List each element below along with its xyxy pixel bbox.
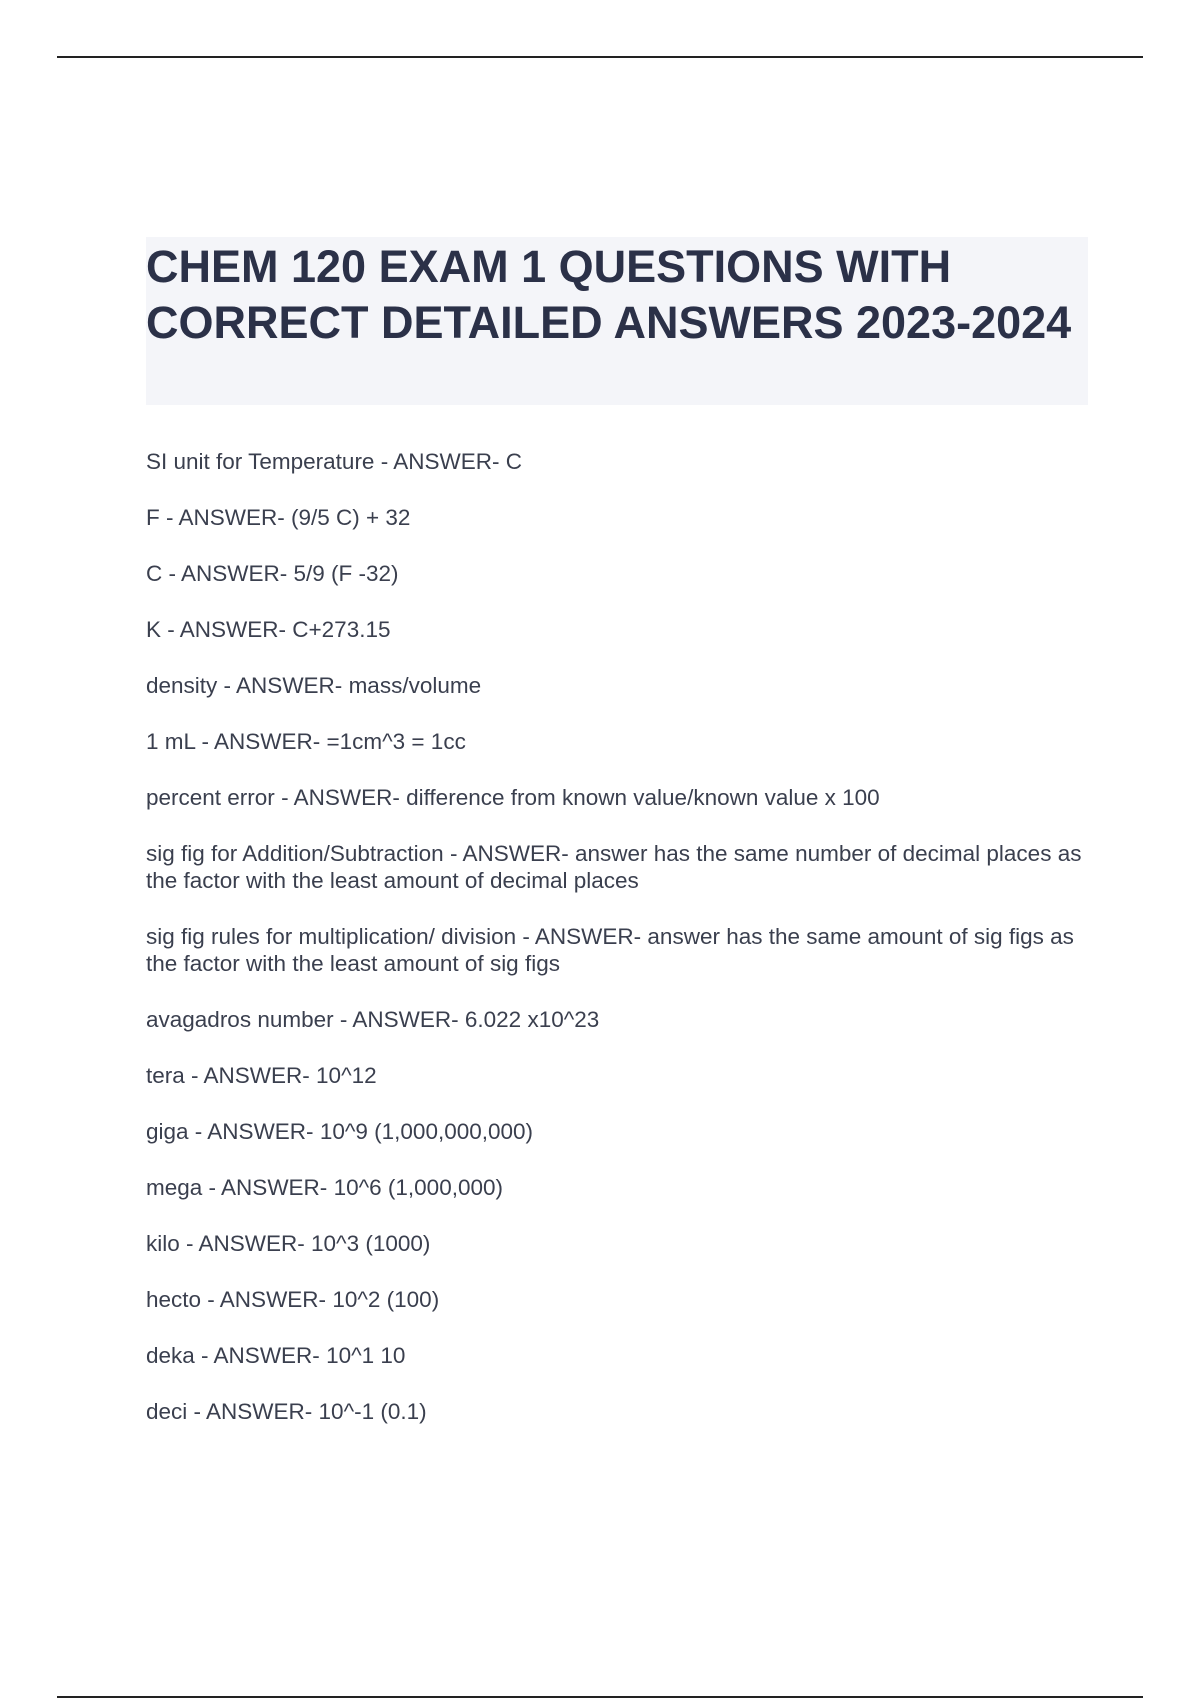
qa-term: density xyxy=(146,673,218,698)
bottom-divider xyxy=(57,1696,1143,1698)
qa-separator: - ANSWER- xyxy=(159,505,292,530)
qa-separator: - ANSWER- xyxy=(179,1231,312,1256)
qa-list xyxy=(146,448,1086,1454)
top-divider xyxy=(57,56,1143,58)
qa-term: SI unit for Temperature xyxy=(146,449,375,474)
qa-item xyxy=(146,923,1086,977)
qa-item xyxy=(146,448,1086,475)
qa-answer: 10^9 (1,000,000,000) xyxy=(319,1119,534,1144)
qa-separator: - ANSWER- xyxy=(516,924,648,949)
qa-item xyxy=(146,1006,1086,1033)
qa-answer: 10^3 (1000) xyxy=(311,1231,431,1256)
qa-separator: - ANSWER- xyxy=(333,1007,465,1032)
qa-term: sig fig rules for multiplication/ division xyxy=(146,924,517,949)
document-title: CHEM 120 EXAM 1 QUESTIONS WITH CORRECT DETAILED ANSWERS 2023-2024 xyxy=(146,241,1072,348)
qa-answer: 10^1 10 xyxy=(326,1343,406,1368)
qa-separator: - ANSWER- xyxy=(195,729,327,754)
qa-separator: - ANSWER- xyxy=(202,1175,334,1200)
qa-term: 1 mL xyxy=(146,729,196,754)
qa-answer: mass/volume xyxy=(348,673,482,698)
qa-answer: C+273.15 xyxy=(292,617,391,642)
qa-term: giga xyxy=(146,1119,189,1144)
qa-item xyxy=(146,728,1086,755)
qa-term: K xyxy=(146,617,162,642)
qa-item xyxy=(146,672,1086,699)
qa-answer: (9/5 C) + 32 xyxy=(291,505,411,530)
qa-term: F xyxy=(146,505,160,530)
qa-term: tera xyxy=(146,1063,185,1088)
qa-answer: 6.022 x10^23 xyxy=(464,1007,600,1032)
qa-term: avagadros number xyxy=(146,1007,334,1032)
qa-item xyxy=(146,1062,1086,1089)
title-block xyxy=(146,237,1088,405)
qa-item xyxy=(146,784,1086,811)
qa-term: C xyxy=(146,561,163,586)
qa-item xyxy=(146,1286,1086,1313)
qa-term: deka xyxy=(146,1343,195,1368)
qa-answer: 10^2 (100) xyxy=(332,1287,440,1312)
qa-item xyxy=(146,616,1086,643)
qa-item xyxy=(146,1342,1086,1369)
qa-answer: answer has the same number of decimal places as the factor with the least amount of decimal places xyxy=(146,841,1082,893)
qa-separator: - ANSWER- xyxy=(201,1287,333,1312)
qa-answer: C xyxy=(505,449,522,474)
qa-term: kilo xyxy=(146,1231,180,1256)
qa-item xyxy=(146,1398,1086,1425)
qa-separator: - ANSWER- xyxy=(188,1119,320,1144)
qa-answer: answer has the same amount of sig figs as the factor with the least amount of sig figs xyxy=(146,924,1074,976)
qa-item xyxy=(146,1174,1086,1201)
qa-item xyxy=(146,504,1086,531)
qa-item xyxy=(146,560,1086,587)
qa-answer: 10^6 (1,000,000) xyxy=(333,1175,503,1200)
qa-separator: - ANSWER- xyxy=(374,449,506,474)
qa-separator: - ANSWER- xyxy=(187,1399,319,1424)
qa-term: hecto xyxy=(146,1287,202,1312)
qa-term: mega xyxy=(146,1175,203,1200)
qa-separator: - ANSWER- xyxy=(274,785,407,810)
qa-separator: - ANSWER- xyxy=(161,617,293,642)
qa-item xyxy=(146,1230,1086,1257)
qa-separator: - ANSWER- xyxy=(194,1343,327,1368)
qa-item xyxy=(146,840,1086,894)
qa-answer: =1cm^3 = 1cc xyxy=(326,729,466,754)
qa-separator: - ANSWER- xyxy=(162,561,294,586)
qa-answer: 10^12 xyxy=(316,1063,377,1088)
qa-separator: - ANSWER- xyxy=(217,673,349,698)
qa-separator: - ANSWER- xyxy=(184,1063,317,1088)
qa-answer: 5/9 (F -32) xyxy=(293,561,399,586)
qa-answer: difference from known value/known value x 100 xyxy=(406,785,880,810)
qa-separator: - ANSWER- xyxy=(443,841,575,866)
qa-term: sig fig for Addition/Subtraction xyxy=(146,841,444,866)
qa-term: percent error xyxy=(146,785,275,810)
qa-item xyxy=(146,1118,1086,1145)
qa-term: deci xyxy=(146,1399,188,1424)
qa-answer: 10^-1 (0.1) xyxy=(318,1399,427,1424)
